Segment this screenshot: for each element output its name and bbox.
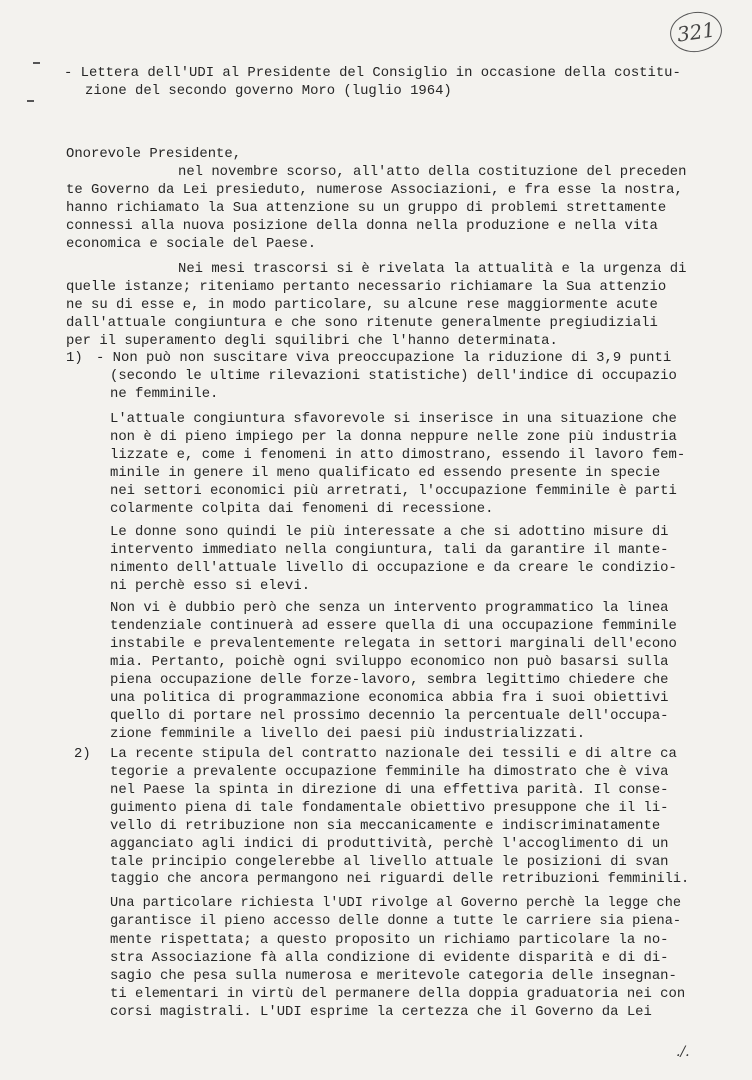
body-line: tegorie a prevalente occupazione femminile ha dimostrato che è viva	[110, 764, 669, 780]
body-line: instabile e prevalentemente relegata in settori marginali dell'econo	[110, 636, 677, 652]
margin-mark	[27, 100, 34, 102]
item-number: 2)	[74, 746, 91, 762]
body-line: intervento immediato nella congiuntura, tali da garantire il mante-	[110, 542, 669, 558]
body-line: taggio che ancora permangono nei riguardi delle retribuzioni femminili.	[110, 872, 690, 887]
body-line: colarmente colpita dai fenomeni di recessione.	[110, 501, 494, 517]
body-line: agganciato agli indici di produttività, perchè l'accoglimento di un	[110, 836, 669, 852]
body-line: sagio che pesa sulla numerosa e meritevole categoria delle insegnan-	[110, 968, 677, 984]
body-line: per il superamento degli squilibri che l'hanno determinata.	[66, 333, 558, 349]
body-line: - Non può non suscitare viva preoccupazione la riduzione di 3,9 punti	[96, 350, 672, 366]
title-line: - Lettera dell'UDI al Presidente del Consiglio in occasione della costitu-	[64, 65, 681, 81]
body-line: nel novembre scorso, all'atto della costituzione del preceden	[178, 164, 687, 180]
body-line: nimento dell'attuale livello di occupazione e da creare le condizio-	[110, 560, 677, 576]
page-number-stamp: 321	[667, 9, 724, 56]
body-line: una politica di programmazione economica abbia fra i suoi obiettivi	[110, 690, 669, 706]
body-line: minile in genere il meno qualificato ed essendo presente in specie	[110, 465, 661, 481]
body-line: lizzate e, come i fenomeni in atto dimostrano, essendo il lavoro fem-	[110, 447, 686, 463]
body-line: zione femminile a livello dei paesi più industrializzati.	[110, 726, 586, 742]
body-line: L'attuale congiuntura sfavorevole si inserisce in una situazione che	[110, 411, 677, 427]
body-line: tale principio congelerebbe al livello attuale le posizioni di svan	[110, 854, 669, 870]
margin-mark	[33, 62, 40, 64]
body-line: Non vi è dubbio però che senza un intervento programmatico la linea	[110, 600, 669, 616]
body-line: connessi alla nuova posizione della donna nella produzione e nella vita	[66, 218, 658, 234]
body-line: ti elementari in virtù del permanere della doppia graduatoria nei con	[110, 986, 686, 1002]
body-line: (secondo le ultime rilevazioni statistiche) dell'indice di occupazio	[110, 368, 677, 384]
title-line: zione del secondo governo Moro (luglio 1964)	[85, 83, 452, 99]
body-line: non è di pieno impiego per la donna neppure nelle zone più industria	[110, 429, 677, 445]
body-line: quello di portare nel prossimo decennio la percentuale dell'occupa-	[110, 708, 669, 724]
body-line: ni perchè esso si elevi.	[110, 578, 311, 594]
body-line: economica e sociale del Paese.	[66, 236, 317, 252]
continuation-mark: ./.	[676, 1044, 690, 1060]
body-line: nel Paese la spinta in direzione di una effettiva parità. Il conse-	[110, 782, 669, 798]
body-line: piena occupazione delle forze-lavoro, sembra legittimo chiedere che	[110, 672, 669, 688]
body-line: hanno richiamato la Sua attenzione su un gruppo di problemi strettamente	[66, 200, 667, 216]
body-line: vello di retribuzione non sia meccanicamente e indiscriminatamente	[110, 818, 661, 834]
body-line: Le donne sono quindi le più interessate a che si adottino misure di	[110, 524, 669, 540]
body-line: mente rispettata; a questo proposito un richiamo particolare la no-	[110, 932, 669, 948]
body-line: quelle istanze; riteniamo pertanto necessario richiamare la Sua attenzio	[66, 279, 667, 295]
body-line: Nei mesi trascorsi si è rivelata la attualità e la urgenza di	[178, 261, 687, 277]
body-line: garantisce il pieno accesso delle donne a tutte le carriere sia piena-	[110, 914, 682, 929]
body-line: tendenziale continuerà ad essere quella di una occupazione femminile	[110, 618, 677, 634]
body-line: La recente stipula del contratto nazionale dei tessili e di altre ca	[110, 746, 677, 762]
item-number: 1)	[66, 350, 83, 366]
body-line: ne su di esse e, in modo particolare, su alcune rese maggiormente acute	[66, 297, 658, 313]
body-line: stra Associazione fà alla condizione di evidente disparità e di di-	[110, 950, 669, 966]
body-line: guimento piena di tale fondamentale obiettivo presuppone che il li-	[110, 800, 669, 816]
body-line: nei settori economici più arretrati, l'occupazione femminile è parti	[110, 483, 677, 499]
body-line: mia. Pertanto, poichè ogni sviluppo economico non può basarsi sulla	[110, 654, 669, 670]
body-line: dall'attuale congiuntura e che sono ritenute generalmente pregiudiziali	[66, 315, 658, 331]
body-line: ne femminile.	[110, 386, 219, 402]
body-line: corsi magistrali. L'UDI esprime la certezza che il Governo da Lei	[110, 1004, 652, 1020]
salutation: Onorevole Presidente,	[66, 146, 242, 162]
body-line: te Governo da Lei presieduto, numerose Associazioni, e fra esse la nostra,	[66, 182, 683, 198]
body-line: Una particolare richiesta l'UDI rivolge al Governo perchè la legge che	[110, 896, 682, 911]
